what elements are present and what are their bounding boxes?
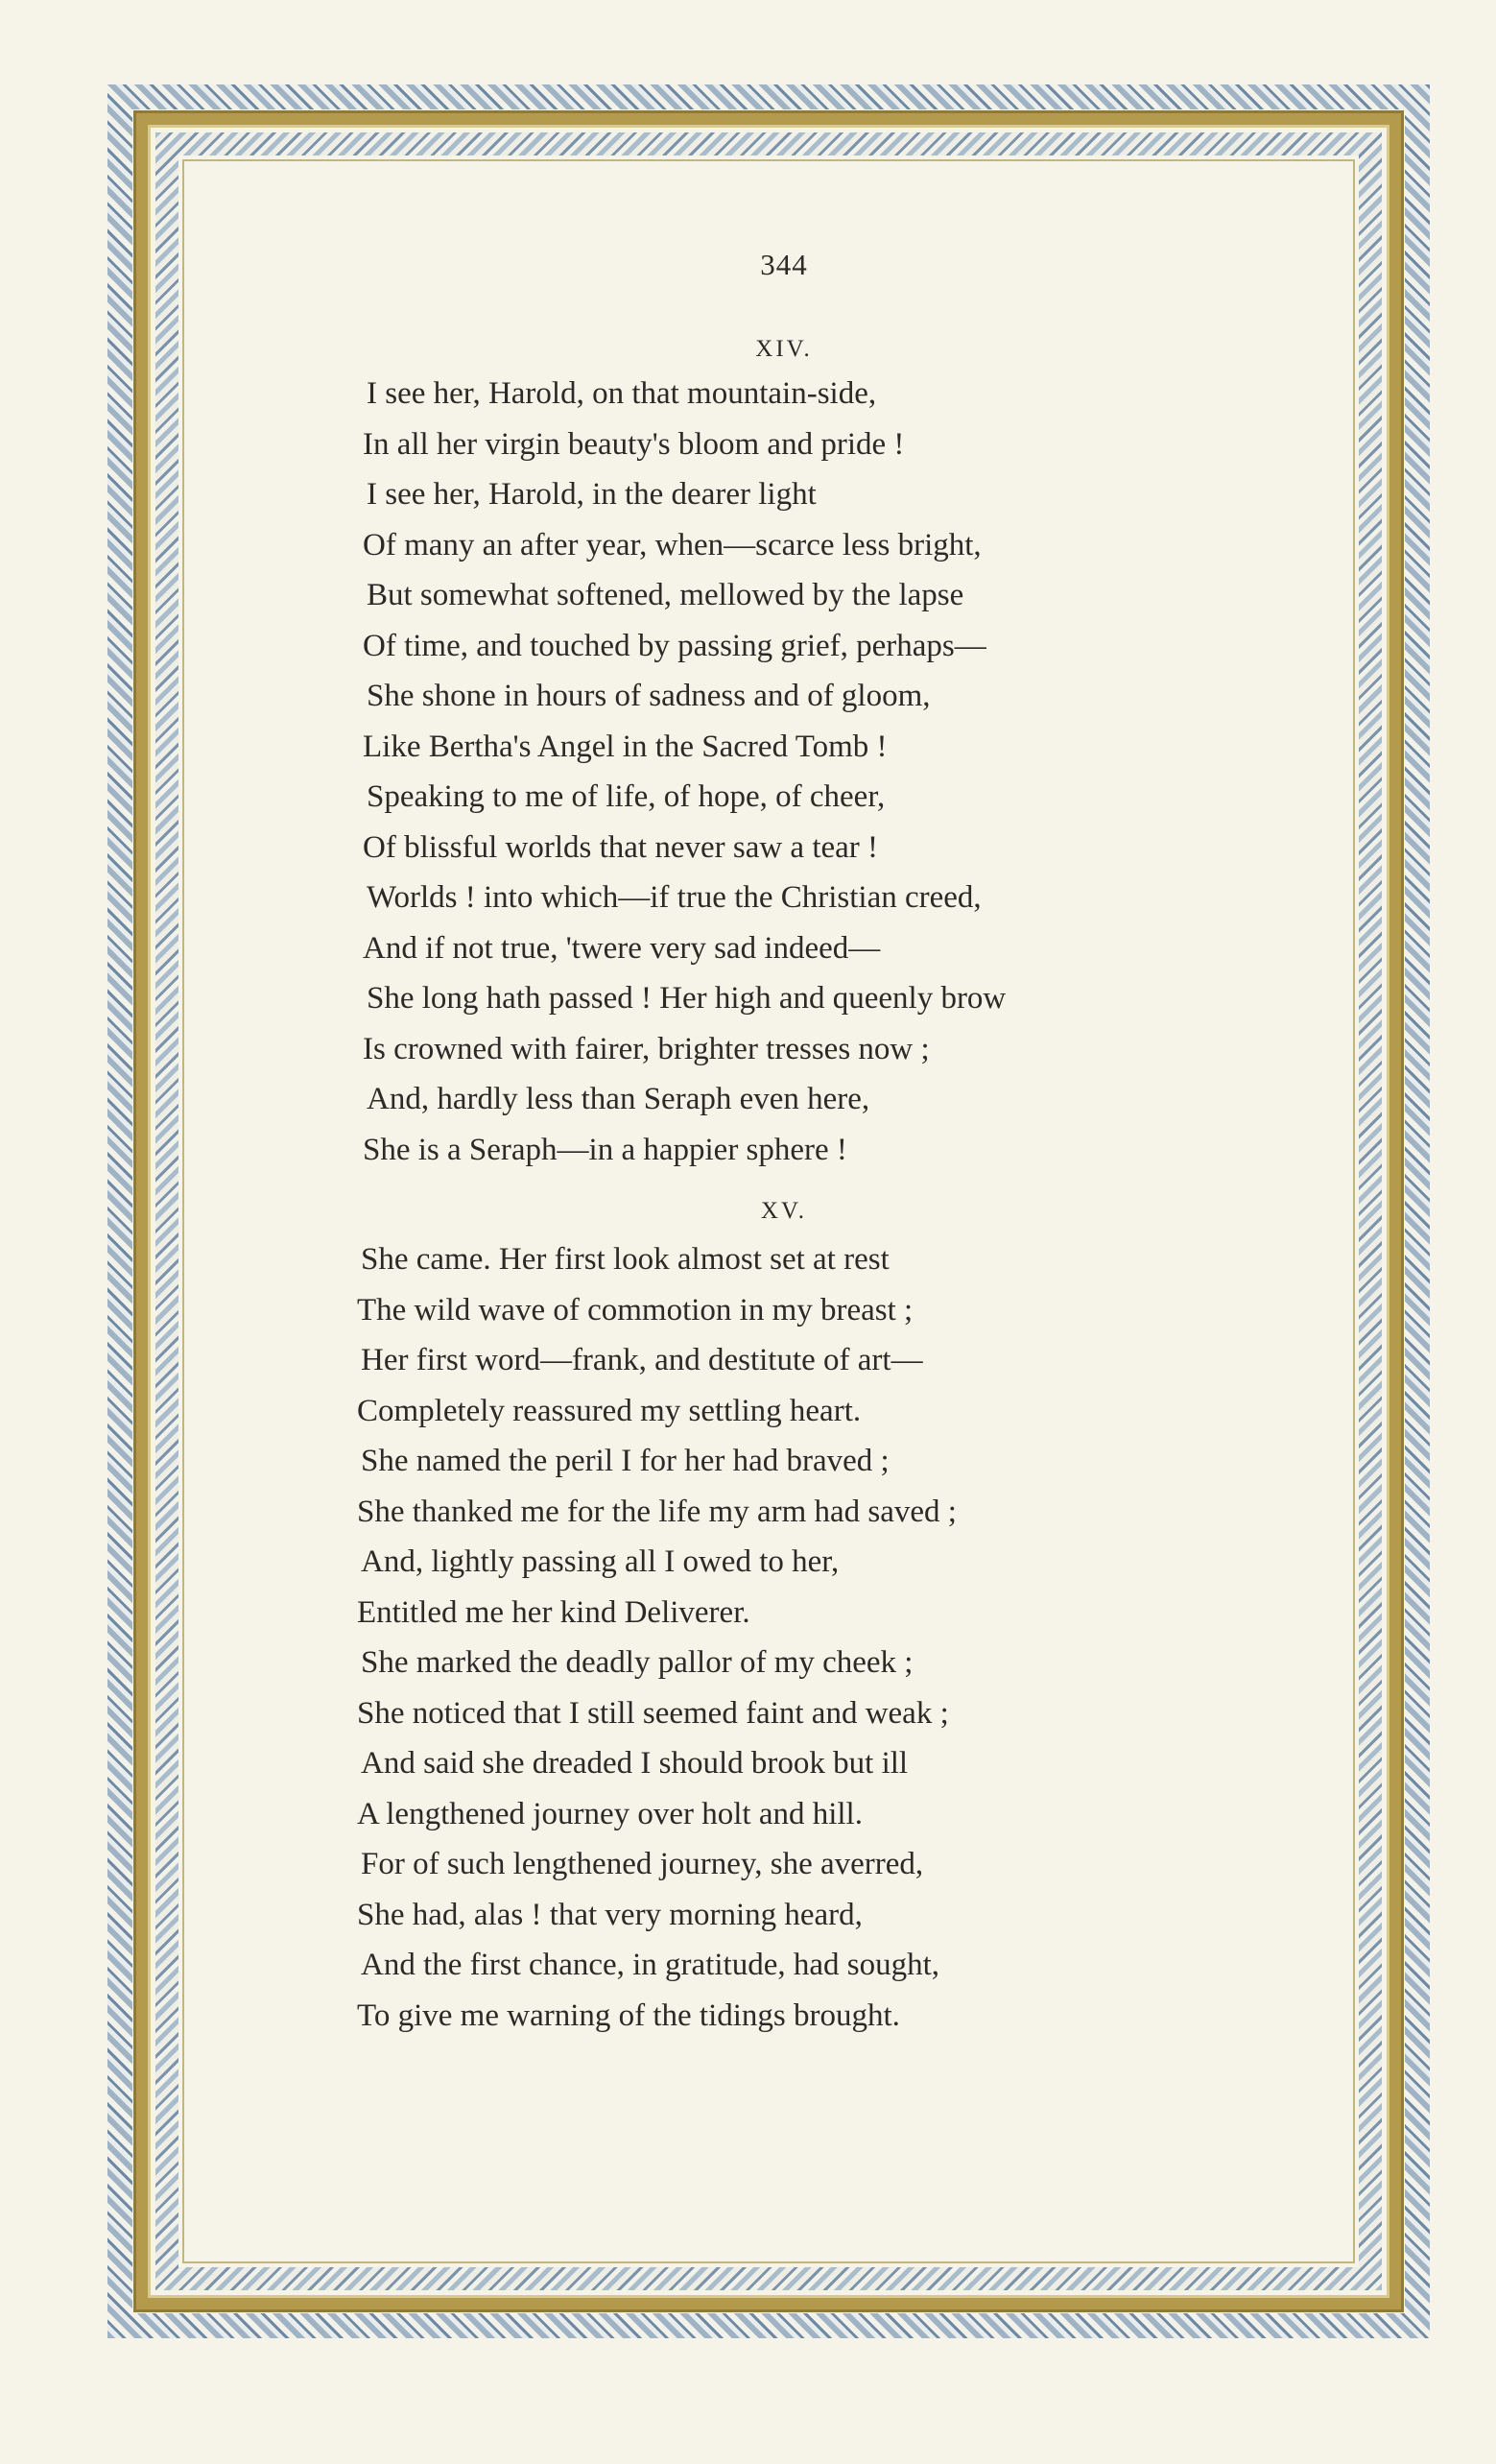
poem-line: In all her virgin beauty's bloom and pride ! <box>363 426 905 462</box>
poem-line: And, lightly passing all I owed to her, <box>361 1544 840 1579</box>
poem-line: I see her, Harold, in the dearer light <box>367 477 817 512</box>
poem-line: For of such lengthened journey, she averred, <box>361 1847 924 1881</box>
poem-line: A lengthened journey over holt and hill. <box>357 1796 863 1831</box>
poem-line: Speaking to me of life, of hope, of cheer, <box>367 779 886 814</box>
poem-line: The wild wave of commotion in my breast ; <box>357 1292 914 1328</box>
poem-line: Like Bertha's Angel in the Sacred Tomb ! <box>363 729 888 764</box>
poem-line: She noticed that I still seemed faint and weak ; <box>357 1695 949 1731</box>
poem-line: And said she dreaded I should brook but ill <box>361 1746 909 1781</box>
poem-line: And if not true, 'twere very sad indeed— <box>363 930 881 966</box>
poem-line: I see her, Harold, on that mountain-side, <box>367 376 877 411</box>
poem-line: Her first word—frank, and destitute of art— <box>361 1343 923 1377</box>
poem-line: She marked the deadly pallor of my cheek ; <box>361 1645 914 1680</box>
poem-line: Worlds ! into which—if true the Christian creed, <box>367 880 982 915</box>
poem-line: Is crowned with fairer, brighter tresses now ; <box>363 1031 930 1066</box>
poem-line: She had, alas ! that very morning heard, <box>357 1897 863 1932</box>
poem-line: Of many an after year, when—scarce less bright, <box>363 527 982 562</box>
section-heading-xiv: XIV. <box>755 336 813 362</box>
poem-line: Of time, and touched by passing grief, perhaps— <box>363 628 986 663</box>
stanza-xv <box>357 1234 957 2041</box>
poem-line: And the first chance, in gratitude, had sought, <box>361 1948 940 1982</box>
section-heading-xv: XV. <box>760 1198 808 1224</box>
poem-line: She is a Seraph—in a happier sphere ! <box>363 1132 847 1167</box>
poem-line: She named the peril I for her had braved ; <box>361 1444 890 1478</box>
poem-line: But somewhat softened, mellowed by the lapse <box>367 578 964 612</box>
poem-line: She long hath passed ! Her high and queenly brow <box>367 981 1007 1016</box>
poem-line: She shone in hours of sadness and of gloom, <box>367 679 931 713</box>
poem-line: Completely reassured my settling heart. <box>357 1393 862 1428</box>
poem-line: She came. Her first look almost set at rest <box>361 1242 890 1277</box>
poem-line: And, hardly less than Seraph even here, <box>367 1082 870 1116</box>
poem-line: Entitled me her kind Deliverer. <box>357 1594 750 1630</box>
poem-line: Of blissful worlds that never saw a tear ! <box>363 829 879 865</box>
page-number: 344 <box>760 248 808 281</box>
poem-line: To give me warning of the tidings brought. <box>357 1998 900 2033</box>
stanza-xiv <box>363 369 1006 1175</box>
poem-line: She thanked me for the life my arm had saved ; <box>357 1494 957 1529</box>
